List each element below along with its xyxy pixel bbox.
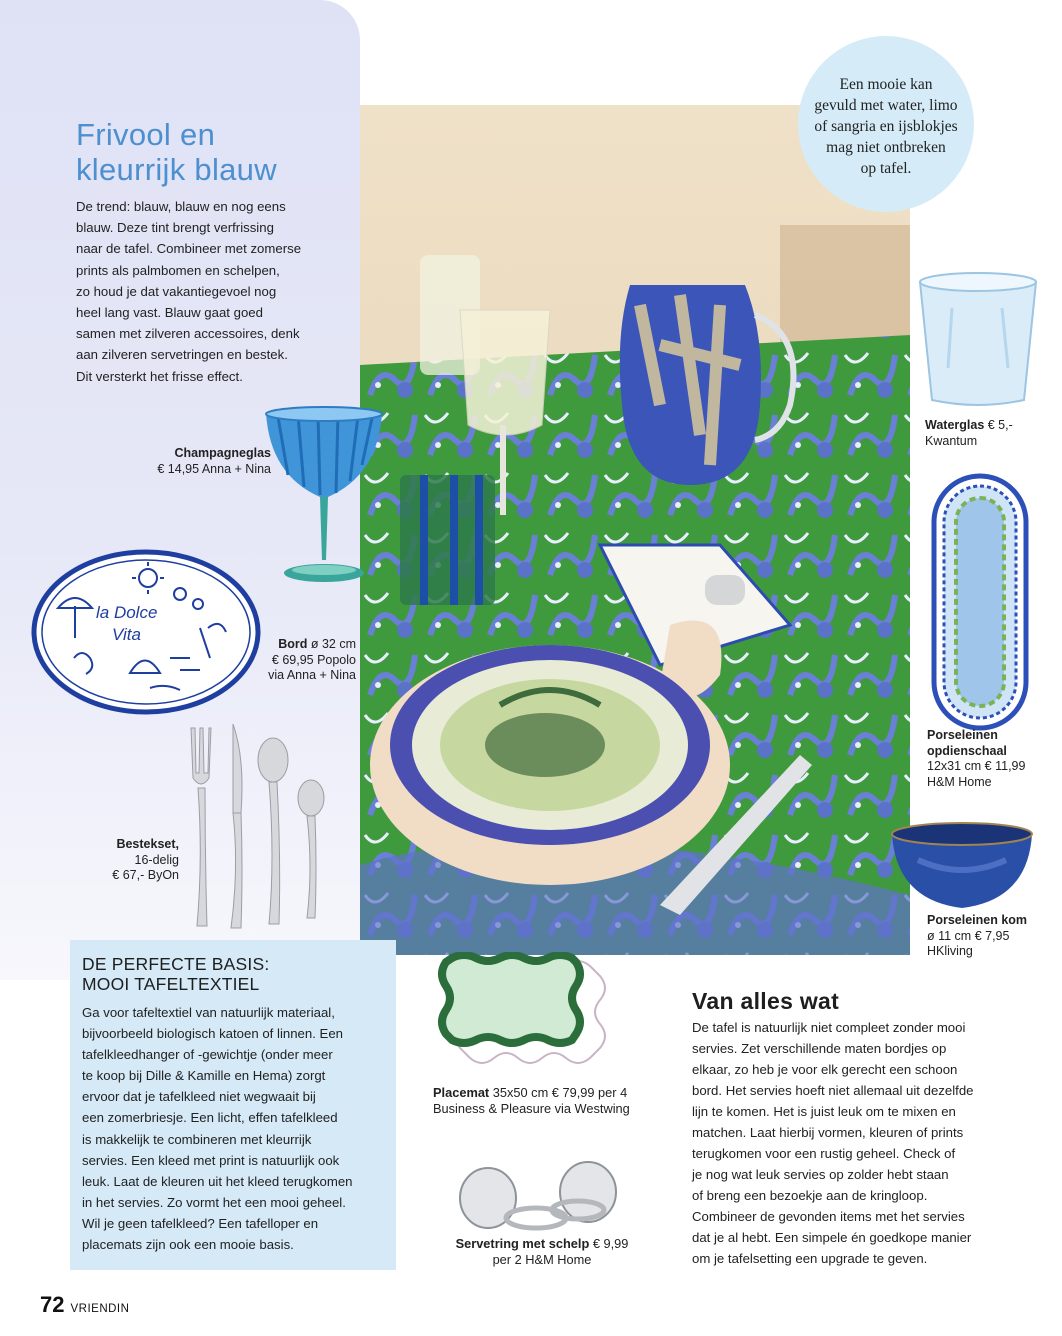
plate-text-1: la Dolce [96,603,158,622]
section-line: dat je al hebt. Een simpele én goedkope manier [692,1230,972,1245]
headline-line-1: Frivool en [76,117,216,152]
bord-name: Bord [278,637,308,651]
box-line: Ga voor tafeltextiel van natuurlijk materiaal, [82,1005,335,1020]
intro-line: zo houd je dat vakantiegevoel nog [76,283,277,299]
opdienschaal-caption [927,728,1047,790]
bord-caption [215,637,356,684]
bubble-line: gevuld met water, limo [814,96,958,114]
placemat-name: Placemat [433,1085,490,1100]
waterglas-price: € 5,- [984,418,1013,432]
waterglass-image [912,268,1044,410]
opdienschaal-size-price: 12x31 cm € 11,99 [927,759,1026,773]
champagne-caption [120,446,271,477]
intro-paragraph [76,196,346,387]
table-setting-photo [360,105,910,955]
section-line: terugkomen voor een rustig geheel. Check of [692,1146,956,1161]
bestek-caption [80,837,179,884]
bowl-image [888,820,1036,912]
section-line: je nog wat leuk servies op zolder hebt staan [692,1167,949,1182]
cutlery-set-image [183,718,333,936]
bubble-line: of sangria en ijsblokjes [814,117,958,135]
box-line: Wil je geen tafelkleed? Een tafelloper en [82,1215,319,1231]
bubble-line: Een mooie kan [839,75,933,93]
bubble-line: mag niet ontbreken [826,138,946,156]
opdienschaal-name-1: Porseleinen [927,728,998,742]
placemat-shop: Business & Pleasure via Westwing [433,1100,630,1116]
box-title-line-2: MOOI TAFELTEXTIEL [82,974,260,994]
box-line: leuk. Laat de kleuren uit het kleed terugkomen [82,1173,353,1189]
placemat-detail: 35x50 cm € 79,99 per 4 [489,1085,628,1100]
section-line: of breng een bezoekje aan de kringloop. [692,1188,928,1203]
opdienschaal-name-2: opdienschaal [927,743,1007,758]
intro-line: blauw. Deze tint brengt verfrissing [76,220,274,236]
section-line: servies. Zet verschillende maten bordjes op [692,1041,947,1056]
la-dolce-vita-plate-image [30,548,262,716]
page-number: 72 [40,1292,65,1317]
box-line: een zomerbriesje. Een licht, effen tafelkleed [82,1110,338,1126]
bestek-price: € 67,- ByOn [112,868,179,882]
box-line: tafelkleedhanger of -gewichtje (onder meer [82,1047,333,1063]
kom-shop: HKliving [927,944,973,958]
box-line: servies. Een kleed met print is natuurlijk ook [82,1152,340,1168]
headline-line-2: kleurrijk blauw [76,152,277,187]
kom-caption [927,913,1047,960]
intro-line: heel lang vast. Blauw gaat goed [76,305,263,321]
section-title: Van alles wat [692,988,840,1014]
textile-info-box [70,940,396,1270]
intro-line: prints als palmbomen en schelpen, [76,262,280,278]
napkin-ring-image [438,1148,638,1234]
section-line: De tafel is natuurlijk niet compleet zonder mooi [692,1020,966,1035]
intro-line: aan zilveren servetringen en bestek. [76,347,288,363]
box-body [82,1002,384,1255]
section-line: matchen. Laat hierbij vormen, kleuren of prints [692,1125,964,1140]
champagne-details: € 14,95 Anna + Nina [157,461,271,476]
servetring-name: Servetring met schelp [455,1236,590,1251]
box-line: in het servies. Zo vormt het een mooi geheel. [82,1194,346,1210]
box-line: is makkelijk te combineren met kleurrijk [82,1131,312,1147]
waterglas-caption [925,418,1045,449]
section-line: elkaar, zo heb je voor elk gerecht een schoon [692,1062,958,1077]
box-line: te koop bij Dille & Kamille en Hema) zorgt [82,1068,326,1084]
section-line: om je tafelsetting een upgrade te geven. [692,1251,928,1266]
intro-line: samen met zilveren accessoires, denk [76,326,300,342]
box-line: ervoor dat je tafelkleed niet wegwaait bij [82,1089,316,1105]
bubble-line: op tafel. [860,159,912,177]
champagne-glass-image [258,405,390,590]
section-line: lijn te komen. Het is juist leuk om te mixen en [692,1104,956,1119]
intro-line: naar de tafel. Combineer met zomerse [76,241,302,257]
intro-line: Dit versterkt het frisse effect. [76,368,243,384]
kom-name: Porseleinen kom [927,913,1028,927]
placemat-caption [433,1085,663,1116]
champagne-name: Champagneglas [174,446,271,460]
bord-shop: via Anna + Nina [268,668,356,682]
box-line: bijvoorbeeld biologisch katoen of linnen. Een [82,1026,344,1042]
placemat-image [436,952,612,1076]
serving-dish-image [930,472,1030,732]
page-footer [40,1292,129,1318]
waterglas-shop: Kwantum [925,433,978,448]
intro-line: De trend: blauw, blauw en nog eens [76,199,286,214]
headline [76,117,356,187]
quote-bubble [798,36,974,212]
box-line: placemats zijn ook een mooie basis. [82,1237,294,1253]
kom-size-price: ø 11 cm € 7,95 [927,928,1010,943]
servetring-detail: per 2 H&M Home [492,1251,592,1267]
section-line: bord. Het servies hoeft niet allemaal uit dezelfde [692,1083,974,1098]
opdienschaal-shop: H&M Home [927,774,992,789]
section-line: Combineer de gevonden items met het servies [692,1209,965,1224]
box-title [82,954,384,994]
bestek-name: Bestekset, [116,837,179,851]
box-title-line-1: DE PERFECTE BASIS: [82,954,270,974]
servetring-caption [437,1236,647,1267]
bestek-detail: 16-delig [134,852,179,867]
plate-text-2: Vita [112,625,141,644]
magazine-name: VRIENDIN [70,1303,130,1315]
section-body [692,1017,1032,1269]
waterglas-name: Waterglas [925,418,985,432]
bord-size: ø 32 cm [307,637,356,651]
bord-price: € 69,95 Popolo [271,652,356,667]
servetring-price: € 9,99 [589,1236,629,1251]
